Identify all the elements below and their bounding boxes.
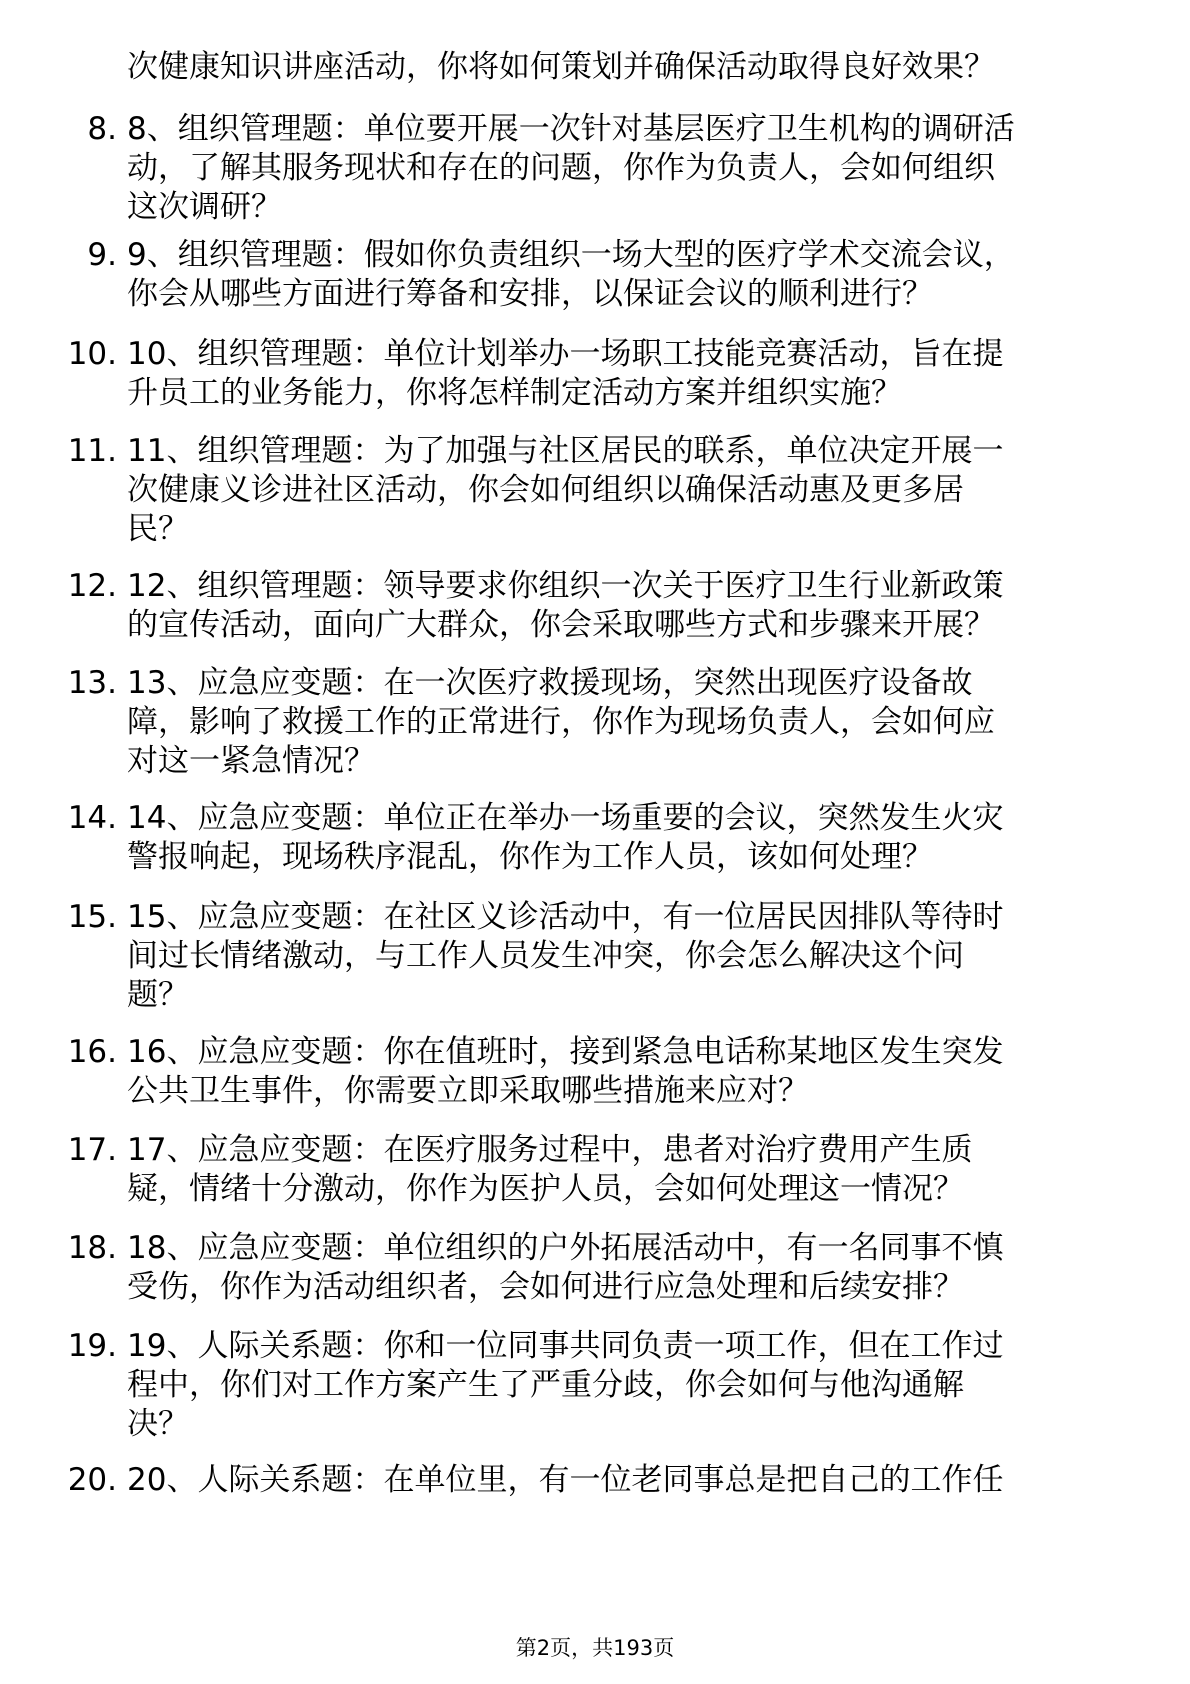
question-number: 18. [67, 1230, 117, 1266]
question-text-line: 9、组织管理题：假如你负责组织一场大型的医疗学术交流会议， [127, 237, 1015, 273]
question-text-line: 决？ [127, 1406, 189, 1442]
question-text-line: 8、组织管理题：单位要开展一次针对基层医疗卫生机构的调研活 [127, 111, 1015, 147]
question-text-line: 的宣传活动，面向广大群众，你会采取哪些方式和步骤来开展？ [127, 607, 995, 643]
question-number: 10. [67, 336, 117, 372]
question-text-line: 14、应急应变题：单位正在举办一场重要的会议，突然发生火灾 [127, 800, 1004, 836]
question-text-line: 题？ [127, 977, 189, 1013]
question-number: 16. [67, 1034, 117, 1070]
question-text-line: 警报响起，现场秩序混乱，你作为工作人员，该如何处理？ [127, 839, 933, 875]
question-text-line: 对这一紧急情况？ [127, 743, 375, 779]
question-number: 14. [67, 800, 117, 836]
question-text-line: 你会从哪些方面进行筹备和安排，以保证会议的顺利进行？ [127, 276, 933, 312]
question-text-line: 15、应急应变题：在社区义诊活动中，有一位居民因排队等待时 [127, 899, 1004, 935]
question-text-line: 次健康义诊进社区活动，你会如何组织以确保活动惠及更多居 [127, 472, 964, 508]
question-text-line: 动，了解其服务现状和存在的问题，你作为负责人，会如何组织 [127, 150, 995, 186]
question-text-line: 疑，情绪十分激动，你作为医护人员，会如何处理这一情况？ [127, 1171, 964, 1207]
continued-question-text: 次健康知识讲座活动，你将如何策划并确保活动取得良好效果？ [127, 49, 995, 85]
question-number: 15. [67, 899, 117, 935]
question-text-line: 升员工的业务能力，你将怎样制定活动方案并组织实施？ [127, 375, 902, 411]
question-text-line: 20、人际关系题：在单位里，有一位老同事总是把自己的工作任 [127, 1462, 1004, 1498]
question-text-line: 12、组织管理题：领导要求你组织一次关于医疗卫生行业新政策 [127, 568, 1004, 604]
question-number: 20. [67, 1462, 117, 1498]
question-text-line: 程中，你们对工作方案产生了严重分歧，你会如何与他沟通解 [127, 1367, 964, 1403]
question-number: 9. [87, 237, 117, 273]
question-number: 19. [67, 1328, 117, 1364]
question-number: 13. [67, 665, 117, 701]
question-text-line: 间过长情绪激动，与工作人员发生冲突，你会怎么解决这个问 [127, 938, 964, 974]
question-number: 17. [67, 1132, 117, 1168]
question-text-line: 障，影响了救援工作的正常进行，你作为现场负责人，会如何应 [127, 704, 995, 740]
question-number: 8. [87, 111, 117, 147]
question-text-line: 10、组织管理题：单位计划举办一场职工技能竞赛活动，旨在提 [127, 336, 1004, 372]
question-number: 12. [67, 568, 117, 604]
question-text-line: 18、应急应变题：单位组织的户外拓展活动中，有一名同事不慎 [127, 1230, 1004, 1266]
question-text-line: 11、组织管理题：为了加强与社区居民的联系，单位决定开展一 [127, 433, 1004, 469]
question-text-line: 这次调研？ [127, 189, 282, 225]
question-text-line: 17、应急应变题：在医疗服务过程中，患者对治疗费用产生质 [127, 1132, 973, 1168]
question-text-line: 受伤，你作为活动组织者，会如何进行应急处理和后续安排？ [127, 1269, 964, 1305]
question-text-line: 19、人际关系题：你和一位同事共同负责一项工作，但在工作过 [127, 1328, 1004, 1364]
question-text-line: 16、应急应变题：你在值班时，接到紧急电话称某地区发生突发 [127, 1034, 1004, 1070]
question-text-line: 民？ [127, 511, 189, 547]
question-text-line: 13、应急应变题：在一次医疗救援现场，突然出现医疗设备故 [127, 665, 973, 701]
page-footer: 第2页，共193页 [515, 1636, 675, 1660]
question-text-line: 公共卫生事件，你需要立即采取哪些措施来应对？ [127, 1073, 809, 1109]
question-number: 11. [67, 433, 117, 469]
